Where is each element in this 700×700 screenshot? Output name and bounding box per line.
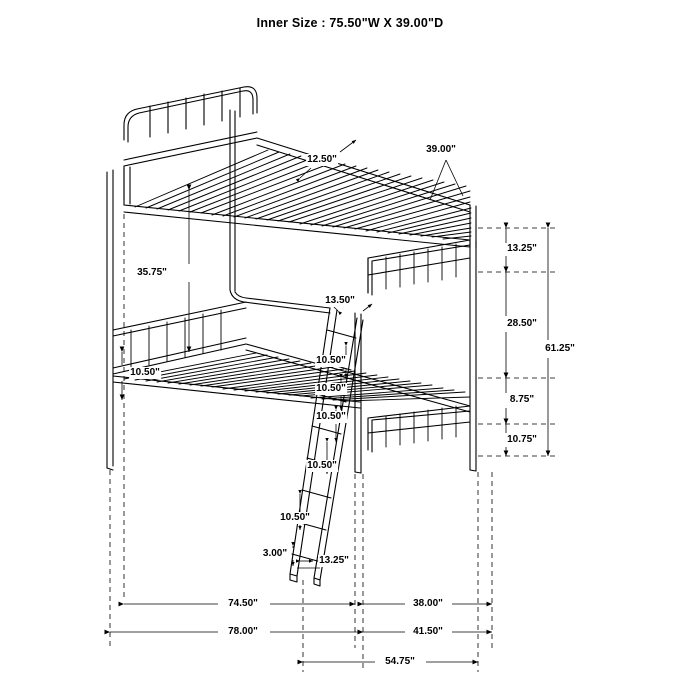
dimension-lower-rail-height: 8.75" <box>509 394 535 405</box>
dimension-bed-length-inner: 74.50" <box>228 598 258 609</box>
dimension-total-height: 61.25" <box>545 343 575 354</box>
dimension-ladder-step-3: 10.50" <box>316 411 346 422</box>
dimension-ladder-span: 54.75" <box>385 656 415 667</box>
dimension-ladder-step-2: 10.50" <box>316 383 346 394</box>
dimension-overall-depth: 41.50" <box>413 626 443 637</box>
dimension-bed-depth: 39.00" <box>426 144 456 155</box>
dimension-lower-deck-height: 10.50" <box>130 367 160 378</box>
dimension-lines <box>110 140 556 672</box>
dimension-top-rail-width: 12.50" <box>307 154 337 165</box>
dimension-ladder-foot-offset: 13.25" <box>319 555 349 566</box>
dimension-clearance-between: 28.50" <box>507 318 537 329</box>
dimension-floor-clearance: 10.75" <box>507 434 537 445</box>
dimension-overall-length: 78.00" <box>228 626 258 637</box>
dimension-ladder-step-4: 10.50" <box>307 460 337 471</box>
dimension-ladder-step-1: 10.50" <box>316 355 346 366</box>
dimension-lower-rail-width: 13.50" <box>325 295 355 306</box>
dimension-bed-depth-outer: 38.00" <box>413 598 443 609</box>
dimension-ladder-foot-height: 3.00" <box>262 548 288 559</box>
dimension-upper-post-height: 35.75" <box>137 267 167 278</box>
page-title: Inner Size : 75.50"W X 39.00"D <box>256 16 444 30</box>
dimension-ladder-step-5: 10.50" <box>280 512 310 523</box>
dimension-upper-guard-rail: 13.25" <box>507 243 537 254</box>
